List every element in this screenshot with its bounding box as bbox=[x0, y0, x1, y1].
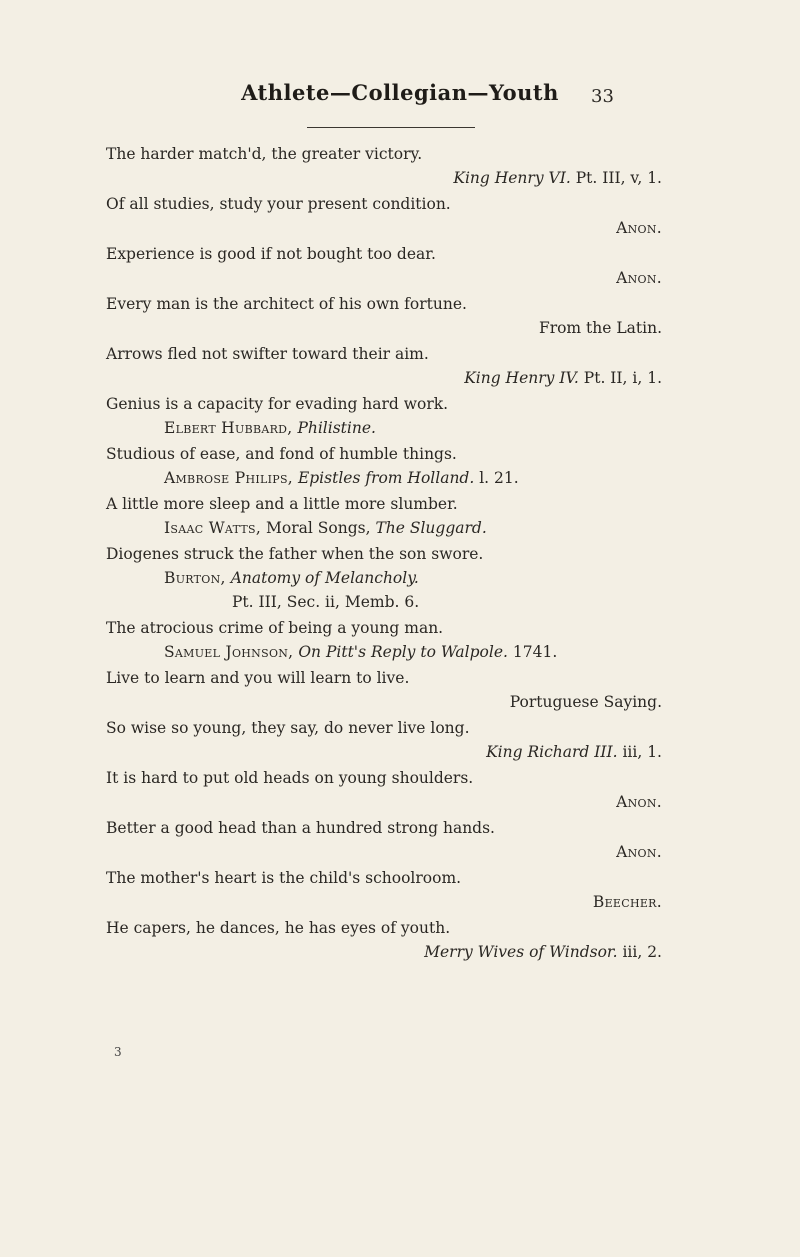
attribution: Burton, Anatomy of Melancholy. bbox=[164, 569, 419, 587]
attribution: Merry Wives of Windsor. iii, 2. bbox=[424, 943, 662, 961]
quotation-entry bbox=[106, 666, 662, 714]
attribution: Ambrose Philips, Epistles from Holland. l. 21. bbox=[164, 469, 519, 487]
quotation-text: Arrows fled not swifter toward their aim. bbox=[106, 345, 429, 363]
attribution: Elbert Hubbard, Philistine. bbox=[164, 419, 376, 437]
attribution: King Henry IV. Pt. II, i, 1. bbox=[464, 369, 662, 387]
quotation-text: Studious of ease, and fond of humble things. bbox=[106, 445, 457, 463]
quotation-text: Experience is good if not bought too dear. bbox=[106, 245, 436, 263]
attribution: From the Latin. bbox=[538, 319, 662, 337]
quotation-list bbox=[106, 142, 662, 966]
attribution: Anon. bbox=[616, 269, 662, 287]
quotation-text: It is hard to put old heads on young shoulders. bbox=[106, 769, 474, 787]
quotation-entry bbox=[106, 192, 662, 240]
quotation-text: He capers, he dances, he has eyes of youth. bbox=[106, 919, 451, 937]
signature-mark: 3 bbox=[114, 1045, 122, 1059]
attribution: Anon. bbox=[616, 843, 662, 861]
quotation-text: Diogenes struck the father when the son swore. bbox=[106, 545, 484, 563]
attribution: Isaac Watts, Moral Songs, The Sluggard. bbox=[164, 519, 487, 537]
quotation-entry bbox=[106, 142, 662, 190]
quotation-entry bbox=[106, 392, 662, 440]
attribution-reference: Pt. III, Sec. ii, Memb. 6. bbox=[232, 593, 420, 611]
page-number: 33 bbox=[591, 86, 614, 107]
attribution: King Richard III. iii, 1. bbox=[486, 743, 662, 761]
quotation-text: The mother's heart is the child's schoolroom. bbox=[106, 869, 462, 887]
quotation-entry bbox=[106, 916, 662, 964]
quotation-text: So wise so young, they say, do never live long. bbox=[106, 719, 470, 737]
attribution: Portuguese Saying. bbox=[509, 693, 662, 711]
quotation-entry bbox=[106, 342, 662, 390]
quotation-entry bbox=[106, 442, 662, 490]
running-title: Athlete—Collegian—Youth bbox=[241, 80, 559, 105]
quotation-entry bbox=[106, 616, 662, 664]
quotation-text: Every man is the architect of his own fortune. bbox=[106, 295, 467, 313]
quotation-text: Of all studies, study your present condition. bbox=[106, 195, 451, 213]
quotation-entry bbox=[106, 816, 662, 864]
quotation-text: Better a good head than a hundred strong hands. bbox=[106, 819, 495, 837]
attribution: Samuel Johnson, On Pitt's Reply to Walpole. 1741. bbox=[164, 643, 558, 661]
quotation-entry bbox=[106, 716, 662, 764]
quotation-entry bbox=[106, 866, 662, 914]
attribution: King Henry VI. Pt. III, v, 1. bbox=[453, 169, 662, 187]
quotation-text: Live to learn and you will learn to live. bbox=[106, 669, 410, 687]
quotation-entry bbox=[106, 542, 662, 614]
quotation-entry bbox=[106, 492, 662, 540]
page-header bbox=[0, 80, 800, 105]
quotation-entry bbox=[106, 766, 662, 814]
attribution: Beecher. bbox=[592, 893, 662, 911]
quotation-entry bbox=[106, 292, 662, 340]
attribution: Anon. bbox=[616, 219, 662, 237]
header-rule bbox=[307, 127, 475, 128]
attribution: Anon. bbox=[616, 793, 662, 811]
quotation-text: Genius is a capacity for evading hard work. bbox=[106, 395, 449, 413]
quotation-text: A little more sleep and a little more slumber. bbox=[106, 495, 458, 513]
quotation-entry bbox=[106, 242, 662, 290]
quotation-text: The harder match'd, the greater victory. bbox=[106, 145, 423, 163]
quotation-text: The atrocious crime of being a young man. bbox=[106, 619, 444, 637]
